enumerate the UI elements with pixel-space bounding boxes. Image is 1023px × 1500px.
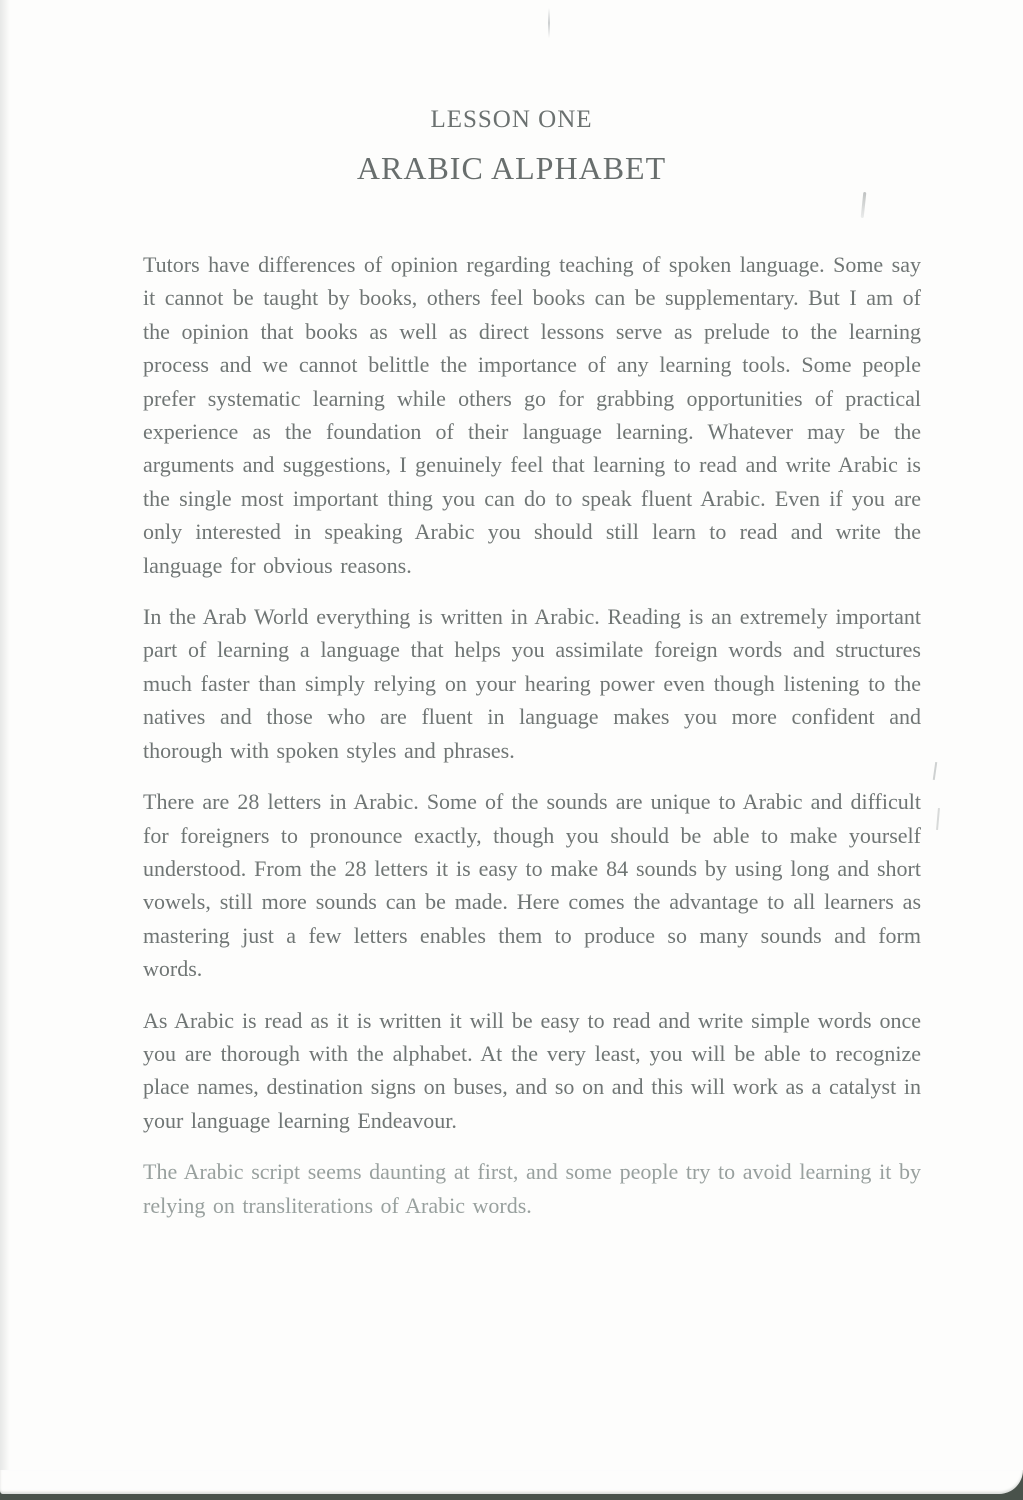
page-bottom-curl [0, 1470, 1023, 1494]
paragraph: In the Arab World everything is written in Arabic. Reading is an extremely important part of learning a language that helps you assimilate foreign words and structures much faster than simply relying on your hearing power even though listening to the natives and those who are fluent in language makes you more confident and thorough with spoken styles and phrases. [143, 604, 921, 763]
scan-mark-artifact [861, 192, 867, 218]
paragraph: The Arabic script seems daunting at first, and some people try to avoid learning it by relying on transliterations of Arabic words. [143, 1159, 921, 1218]
page-header [0, 0, 1023, 187]
scan-speck-artifact [933, 762, 937, 780]
page-title: ARABIC ALPHABET [356, 150, 667, 186]
paragraph: There are 28 letters in Arabic. Some of the sounds are unique to Arabic and difficult for foreigners to pronounce exactly, though you should be able to make yourself understood. From the 28 letters it is easy to make 84 sounds by using long and short vowels, still more sounds can be made. Here comes the advantage to all learners as mastering just a few letters enables them to produce so many sounds and form words. [143, 789, 921, 982]
scan-speck-artifact [936, 808, 940, 830]
paragraph: As Arabic is read as it is written it will be easy to read and write simple words once you are thorough with the alphabet. At the very least, you will be able to recognize place names, destination signs on buses, and so on and this will work as a catalyst in your language learning Endeavour. [143, 1007, 921, 1133]
paragraph: Tutors have differences of opinion regarding teaching of spoken language. Some say it cannot be taught by books, others feel books can be supplementary. But I am of the opinion that books as well as direct lessons serve as prelude to the learning process and we cannot belittle the importance of any learning tools. Some people prefer systematic learning while others go for grabbing opportunities of practical experience as the foundation of their language learning. Whatever may be the arguments and suggestions, I genuinely feel that learning to read and write Arabic is the single most important thing you can do to speak fluent Arabic. Even if you are only interested in speaking Arabic you should still learn to read and write the language for obvious reasons. [143, 252, 921, 578]
scan-edge-shadow [0, 0, 10, 1500]
body-text [143, 248, 921, 1240]
lesson-label: LESSON ONE [430, 106, 593, 133]
